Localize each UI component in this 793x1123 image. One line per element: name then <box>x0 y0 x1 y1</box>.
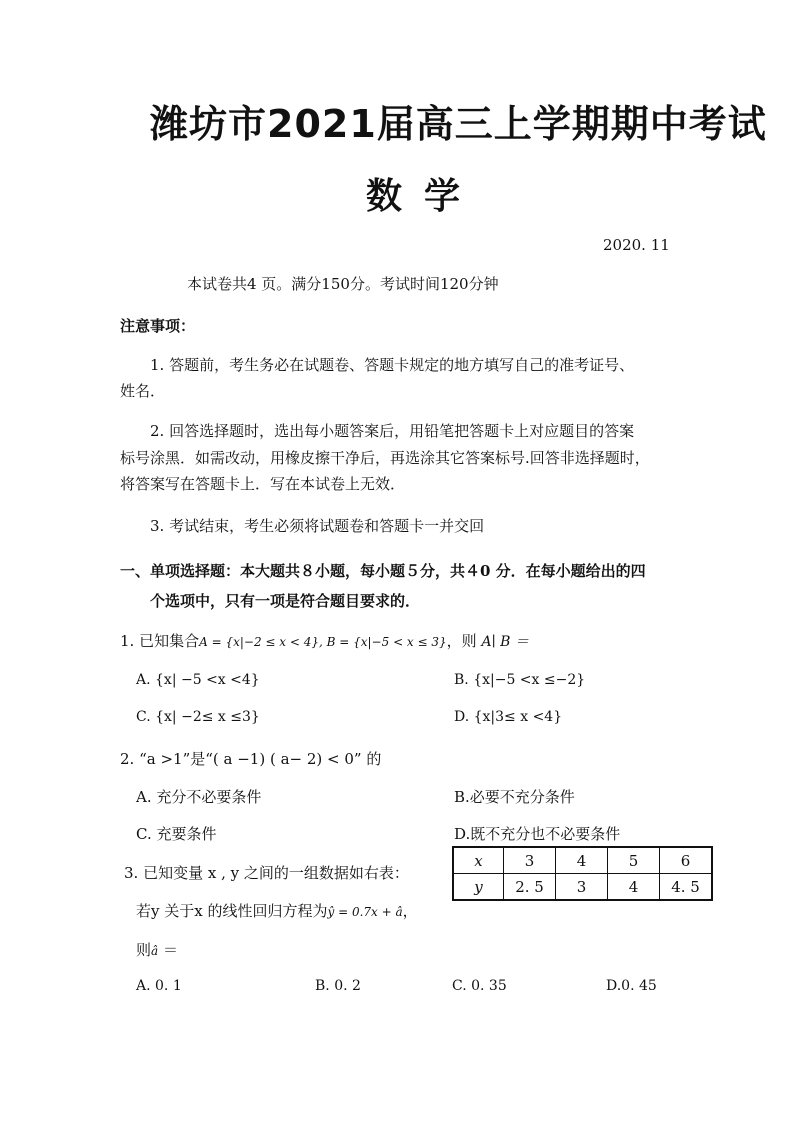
question-3-regression-formula: ŷ = 0.7x + â <box>327 905 403 919</box>
question-1-option-d: D. {x|3≤ x <4} <box>454 709 563 725</box>
question-3-line-3-suffix: ＝ <box>158 941 178 959</box>
question-3-line-2 <box>136 900 418 921</box>
question-1-option-c: C. {x| −2≤ x ≤3} <box>136 709 260 725</box>
exam-date: 2020. 11 <box>603 236 670 254</box>
question-1-prefix: 1. 已知集合 <box>120 632 200 650</box>
question-3-data-table <box>452 846 713 901</box>
section-1-heading-line-1: 一、单项选择题：本大题共８小题，每小题５分，共４0 分．在每小题给出的四 <box>120 562 646 580</box>
note-2-line-3: 将答案写在答题卡上．写在本试卷上无效． <box>120 475 406 493</box>
question-1-sets-formula: A = {x|−2 ≤ x < 4}, B = {x|−5 < x ≤ 3} <box>199 635 447 649</box>
question-1-option-a: A. {x| −5 <x <4} <box>136 672 260 688</box>
question-3-option-c: C. 0. 35 <box>452 978 507 994</box>
question-2-option-c: C. 充要条件 <box>136 825 217 843</box>
question-2-option-b: B.必要不充分条件 <box>454 788 575 806</box>
question-3-option-b: B. 0. 2 <box>315 978 361 994</box>
question-2-stem: 2. “a >1”是“( a −1) ( a− 2) < 0” 的 <box>120 750 382 768</box>
note-2-line-1: 2. 回答选择题时，选出每小题答案后，用铅笔把答题卡上对应题目的答案 <box>150 422 635 440</box>
question-3-a-hat: â <box>151 944 159 958</box>
table-cell: 5 <box>608 847 660 874</box>
question-3-stem: 3. 已知变量 x , y 之间的一组数据如右表： <box>124 864 409 882</box>
table-row <box>453 847 712 874</box>
table-row <box>453 874 712 901</box>
question-3-option-a: A. 0. 1 <box>136 978 182 994</box>
question-2-option-d: D.既不充分也不必要条件 <box>454 825 621 843</box>
question-1-option-b: B. {x|−5 <x ≤−2} <box>454 672 586 688</box>
question-3-line-3 <box>136 939 178 960</box>
question-1-stem <box>120 630 529 651</box>
table-header-x: x <box>453 847 504 874</box>
question-2-option-a: A. 充分不必要条件 <box>136 788 262 806</box>
table-cell: 4 <box>608 874 660 901</box>
note-2-line-2: 标号涂黑．如需改动，用橡皮擦干净后，再选涂其它答案标号.回答非选择题时， <box>120 449 650 467</box>
question-3-line-3-prefix: 则 <box>136 941 152 959</box>
question-3-line-2-suffix: ， <box>402 902 418 920</box>
table-cell: 4. 5 <box>660 874 713 901</box>
note-1-line-1: 1. 答题前，考生务必在试题卷、答题卡规定的地方填写自己的准考证号、 <box>150 356 635 374</box>
question-3-option-d: D.0. 45 <box>606 978 657 994</box>
note-1-line-2: 姓名． <box>120 382 166 400</box>
note-3: 3. 考试结束，考生必须将试题卷和答题卡一并交回 <box>150 517 485 535</box>
exam-info: 本试卷共4 页。满分150分。考试时间120分钟 <box>187 275 499 293</box>
table-cell: 4 <box>556 847 608 874</box>
question-1-suffix: ，则 <box>446 632 477 650</box>
question-1-ask: A∣ B ＝ <box>481 634 529 650</box>
exam-title: 潍坊市2021届高三上学期期中考试 <box>150 102 767 146</box>
table-cell: 6 <box>660 847 713 874</box>
section-1-heading-line-2: 个选项中，只有一项是符合题目要求的． <box>150 592 421 610</box>
table-cell: 3 <box>504 847 556 874</box>
question-3-line-2-prefix: 若y 关于x 的线性回归方程为 <box>136 902 328 920</box>
table-cell: 2. 5 <box>504 874 556 901</box>
table-header-y: y <box>453 874 504 901</box>
subject-title: 数学 <box>366 176 483 217</box>
notes-heading: 注意事项： <box>120 317 196 335</box>
table-cell: 3 <box>556 874 608 901</box>
